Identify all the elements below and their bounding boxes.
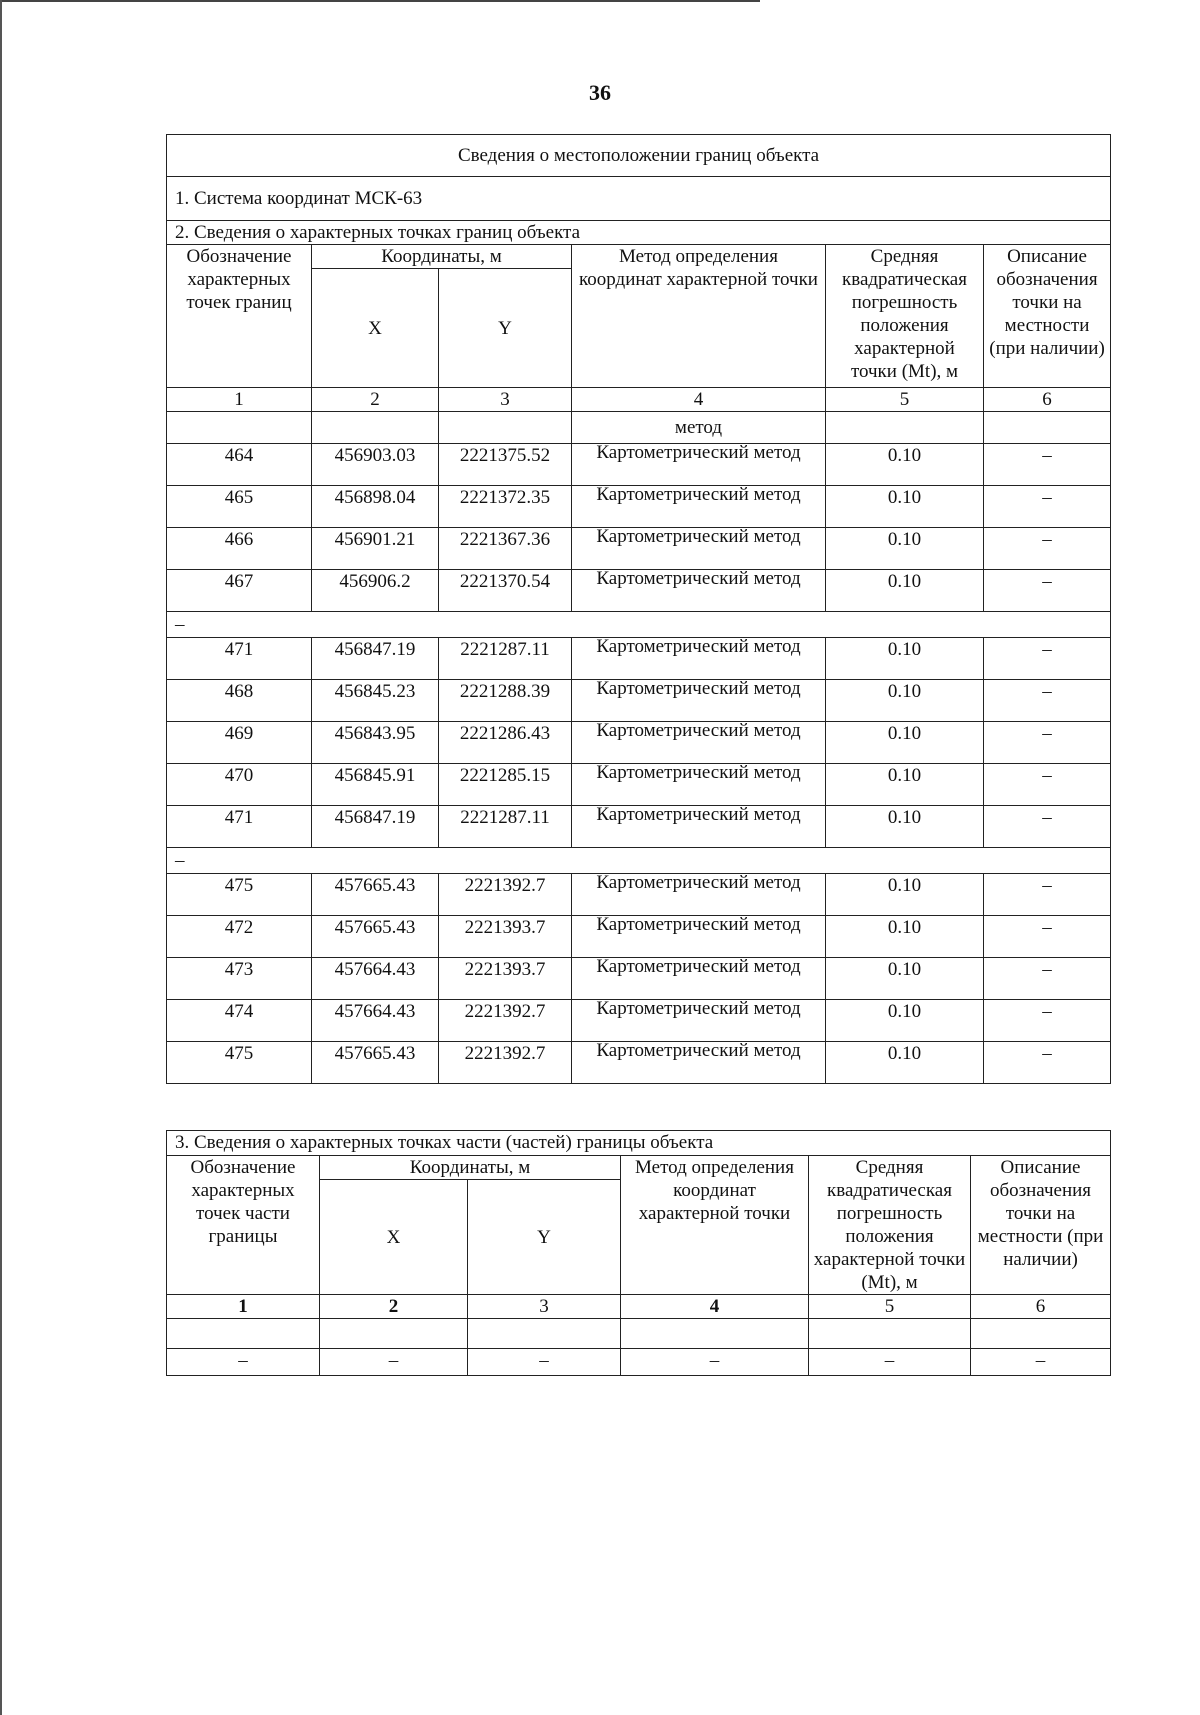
section3-title: 3. Сведения о характерных точках части (частей) границы объекта (167, 1131, 1111, 1156)
table-row (167, 958, 1111, 1000)
s3-header-method: Метод определения координат характерной точки (621, 1156, 809, 1295)
table-title: Сведения о местоположении границ объекта (167, 135, 1111, 177)
boundary-table (166, 134, 1111, 1084)
s3-header-y: Y (468, 1180, 621, 1295)
x-coordinate-cell: 457664.43 (312, 958, 439, 1000)
header-error: Средняя квадратическая погрешность положения характерной точки (Mt), м (826, 245, 984, 388)
description-cell: – (984, 528, 1111, 570)
carry-over-row (167, 412, 1111, 444)
error-cell: 0.10 (826, 1000, 984, 1042)
x-coordinate-cell: 457664.43 (312, 1000, 439, 1042)
empty-cell: – (320, 1349, 468, 1376)
col-number: 1 (167, 388, 312, 412)
description-cell: – (984, 680, 1111, 722)
header-x: X (312, 269, 439, 388)
part-boundary-table (166, 1130, 1111, 1376)
empty-cell: – (809, 1349, 971, 1376)
y-coordinate-cell: 2221393.7 (439, 958, 572, 1000)
x-coordinate-cell: 457665.43 (312, 874, 439, 916)
description-cell: – (984, 764, 1111, 806)
col-number: 6 (971, 1295, 1111, 1319)
x-coordinate-cell: 456901.21 (312, 528, 439, 570)
point-id-cell: 469 (167, 722, 312, 764)
point-id-cell: 467 (167, 570, 312, 612)
col-number: 6 (984, 388, 1111, 412)
empty-cell: – (621, 1349, 809, 1376)
description-cell: – (984, 638, 1111, 680)
y-coordinate-cell: 2221393.7 (439, 916, 572, 958)
table-row (167, 680, 1111, 722)
table-row (167, 1000, 1111, 1042)
error-cell: 0.10 (826, 570, 984, 612)
method-cell: Картометрический метод (572, 486, 826, 528)
error-cell: 0.10 (826, 722, 984, 764)
method-cell: Картометрический метод (572, 444, 826, 486)
col-number: 4 (621, 1295, 809, 1319)
y-coordinate-cell: 2221287.11 (439, 638, 572, 680)
table-row (167, 1042, 1111, 1084)
table-row (167, 570, 1111, 612)
method-cell: Картометрический метод (572, 806, 826, 848)
table-row (167, 916, 1111, 958)
header-designation: Обозначение характерных точек границ (167, 245, 312, 388)
table-row (167, 806, 1111, 848)
point-id-cell: 473 (167, 958, 312, 1000)
point-id-cell: 475 (167, 874, 312, 916)
y-coordinate-cell: 2221370.54 (439, 570, 572, 612)
method-cell: Картометрический метод (572, 680, 826, 722)
x-coordinate-cell: 456845.23 (312, 680, 439, 722)
y-coordinate-cell: 2221392.7 (439, 1000, 572, 1042)
header-description: Описание обозначения точки на местности (при наличии) (984, 245, 1111, 388)
col-number: 1 (167, 1295, 320, 1319)
table-row (167, 722, 1111, 764)
method-cell: Картометрический метод (572, 916, 826, 958)
header-method: Метод определения координат характерной точки (572, 245, 826, 388)
x-coordinate-cell: 456847.19 (312, 806, 439, 848)
y-coordinate-cell: 2221392.7 (439, 1042, 572, 1084)
s3-header-description: Описание обозначения точки на местности (при наличии) (971, 1156, 1111, 1295)
s3-header-coords: Координаты, м (320, 1156, 621, 1180)
left-border-line (0, 0, 2, 1715)
table-row (167, 874, 1111, 916)
description-cell: – (984, 916, 1111, 958)
description-cell: – (984, 722, 1111, 764)
y-coordinate-cell: 2221367.36 (439, 528, 572, 570)
point-id-cell: 472 (167, 916, 312, 958)
error-cell: 0.10 (826, 806, 984, 848)
col-number: 2 (312, 388, 439, 412)
group-separator: – (167, 612, 1111, 638)
description-cell: – (984, 1000, 1111, 1042)
s3-header-error: Средняя квадратическая погрешность положения характерной точки (Mt), м (809, 1156, 971, 1295)
method-cell: Картометрический метод (572, 958, 826, 1000)
header-coords: Координаты, м (312, 245, 572, 269)
table-row (167, 638, 1111, 680)
point-id-cell: 471 (167, 806, 312, 848)
description-cell: – (984, 806, 1111, 848)
point-id-cell: 465 (167, 486, 312, 528)
y-coordinate-cell: 2221288.39 (439, 680, 572, 722)
error-cell: 0.10 (826, 528, 984, 570)
group-separator-row (167, 612, 1111, 638)
method-cell: Картометрический метод (572, 1042, 826, 1084)
description-cell: – (984, 874, 1111, 916)
x-coordinate-cell: 456903.03 (312, 444, 439, 486)
y-coordinate-cell: 2221285.15 (439, 764, 572, 806)
table-row (167, 764, 1111, 806)
y-coordinate-cell: 2221392.7 (439, 874, 572, 916)
description-cell: – (984, 444, 1111, 486)
method-cell: Картометрический метод (572, 764, 826, 806)
group-separator-row (167, 848, 1111, 874)
col-number: 3 (468, 1295, 621, 1319)
point-id-cell: 466 (167, 528, 312, 570)
method-cell: Картометрический метод (572, 1000, 826, 1042)
x-coordinate-cell: 456898.04 (312, 486, 439, 528)
y-coordinate-cell: 2221375.52 (439, 444, 572, 486)
y-coordinate-cell: 2221287.11 (439, 806, 572, 848)
x-coordinate-cell: 456843.95 (312, 722, 439, 764)
s3-header-designation: Обозначение характерных точек части границы (167, 1156, 320, 1295)
error-cell: 0.10 (826, 444, 984, 486)
group-separator: – (167, 848, 1111, 874)
point-id-cell: 475 (167, 1042, 312, 1084)
description-cell: – (984, 486, 1111, 528)
table-row (167, 444, 1111, 486)
error-cell: 0.10 (826, 916, 984, 958)
empty-cell: – (468, 1349, 621, 1376)
s3-empty-row (167, 1349, 1111, 1376)
method-cell: Картометрический метод (572, 722, 826, 764)
page-number: 36 (589, 80, 611, 105)
top-border-line (0, 0, 760, 2)
error-cell: 0.10 (826, 874, 984, 916)
point-id-cell: 470 (167, 764, 312, 806)
col-number: 4 (572, 388, 826, 412)
description-cell: – (984, 570, 1111, 612)
x-coordinate-cell: 456845.91 (312, 764, 439, 806)
col-number: 5 (826, 388, 984, 412)
s3-column-numbers-row (167, 1295, 1111, 1319)
point-id-cell: 471 (167, 638, 312, 680)
x-coordinate-cell: 457665.43 (312, 916, 439, 958)
point-id-cell: 474 (167, 1000, 312, 1042)
header-y: Y (439, 269, 572, 388)
empty-cell: – (167, 1349, 320, 1376)
col-number: 5 (809, 1295, 971, 1319)
table-row (167, 486, 1111, 528)
description-cell: – (984, 958, 1111, 1000)
carry-over-text: метод (572, 412, 826, 444)
point-id-cell: 464 (167, 444, 312, 486)
error-cell: 0.10 (826, 486, 984, 528)
col-number: 3 (439, 388, 572, 412)
col-number: 2 (320, 1295, 468, 1319)
x-coordinate-cell: 456847.19 (312, 638, 439, 680)
section2-title: 2. Сведения о характерных точках границ объекта (167, 221, 1111, 245)
coordinate-system: 1. Система координат МСК-63 (167, 177, 1111, 221)
column-numbers-row (167, 388, 1111, 412)
table-row (167, 528, 1111, 570)
empty-cell: – (971, 1349, 1111, 1376)
error-cell: 0.10 (826, 958, 984, 1000)
method-cell: Картометрический метод (572, 528, 826, 570)
y-coordinate-cell: 2221372.35 (439, 486, 572, 528)
method-cell: Картометрический метод (572, 638, 826, 680)
method-cell: Картометрический метод (572, 874, 826, 916)
error-cell: 0.10 (826, 1042, 984, 1084)
error-cell: 0.10 (826, 764, 984, 806)
error-cell: 0.10 (826, 638, 984, 680)
x-coordinate-cell: 457665.43 (312, 1042, 439, 1084)
description-cell: – (984, 1042, 1111, 1084)
s3-header-x: X (320, 1180, 468, 1295)
point-id-cell: 468 (167, 680, 312, 722)
x-coordinate-cell: 456906.2 (312, 570, 439, 612)
error-cell: 0.10 (826, 680, 984, 722)
y-coordinate-cell: 2221286.43 (439, 722, 572, 764)
method-cell: Картометрический метод (572, 570, 826, 612)
